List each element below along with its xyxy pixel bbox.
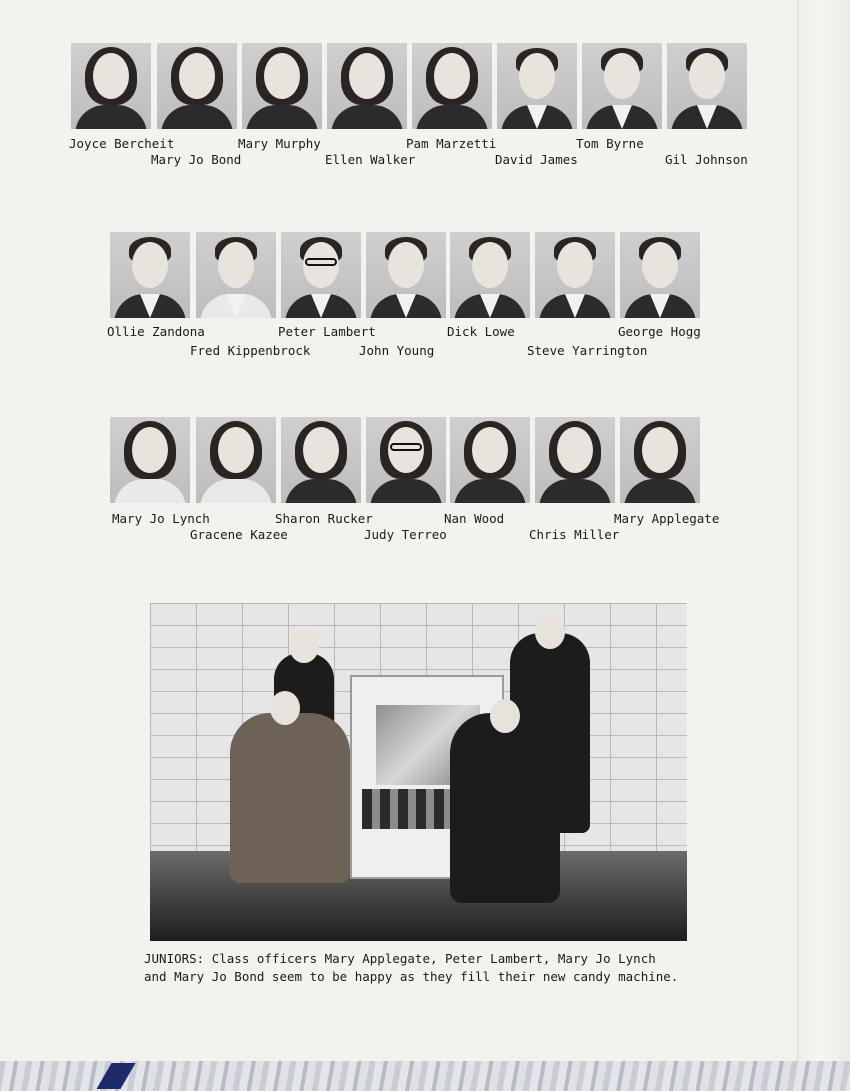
glasses (305, 258, 337, 266)
face (557, 242, 593, 288)
portrait-photo (366, 232, 446, 318)
portrait-photo (196, 232, 276, 318)
student-name: Mary Jo Lynch (112, 511, 210, 526)
face (270, 691, 300, 725)
face (519, 53, 555, 99)
student-name: Gracene Kazee (190, 527, 288, 542)
student-name: Sharon Rucker (275, 511, 373, 526)
face (218, 242, 254, 288)
student-name: Tom Byrne (576, 136, 644, 151)
portrait-photo (71, 43, 151, 129)
shoulders (416, 105, 488, 129)
portrait-photo (620, 417, 700, 503)
shoulders (454, 479, 526, 503)
person-kneeling-girl (450, 713, 560, 903)
shoulders (161, 105, 233, 129)
portrait-photo (242, 43, 322, 129)
shoulders (539, 479, 611, 503)
portrait-photo (327, 43, 407, 129)
portrait-photo (450, 232, 530, 318)
face (132, 427, 168, 473)
portrait-photo (535, 232, 615, 318)
portrait-photo (366, 417, 446, 503)
shoulders (624, 479, 696, 503)
student-name: John Young (359, 343, 435, 358)
shoulders (246, 105, 318, 129)
student-name: Fred Kippenbrock (190, 343, 311, 358)
page-edge (797, 0, 850, 1091)
group-photo-candy-machine (150, 603, 687, 941)
face (434, 53, 470, 99)
shoulders (114, 479, 186, 503)
face (689, 53, 725, 99)
student-name: Mary Jo Bond (151, 152, 242, 167)
caption-line-2: and Mary Jo Bond seem to be happy as they fill their new candy machine. (144, 969, 679, 984)
shoulders (200, 479, 272, 503)
face (472, 427, 508, 473)
portrait-photo (450, 417, 530, 503)
student-name: Steve Yarrington (527, 343, 648, 358)
face (264, 53, 300, 99)
student-name: Peter Lambert (278, 324, 376, 339)
student-name: Dick Lowe (447, 324, 515, 339)
shoulders (331, 105, 403, 129)
photo-caption (144, 950, 704, 986)
face (218, 427, 254, 473)
portrait-photo (110, 417, 190, 503)
portrait-photo (281, 417, 361, 503)
face (490, 699, 520, 733)
face (642, 242, 678, 288)
face (179, 53, 215, 99)
portrait-photo (412, 43, 492, 129)
portrait-photo (582, 43, 662, 129)
portrait-photo (281, 232, 361, 318)
shoulders (370, 479, 442, 503)
portrait-photo (535, 417, 615, 503)
portrait-photo (667, 43, 747, 129)
portrait-photo (157, 43, 237, 129)
face (289, 629, 319, 663)
face (472, 242, 508, 288)
face (93, 53, 129, 99)
face (642, 427, 678, 473)
portrait-photo (110, 232, 190, 318)
face (303, 427, 339, 473)
shoulders (285, 479, 357, 503)
face (388, 242, 424, 288)
student-name: Chris Miller (529, 527, 620, 542)
shoulders (75, 105, 147, 129)
portrait-photo (196, 417, 276, 503)
bottom-binding-strip (0, 1061, 850, 1091)
face (535, 615, 565, 649)
caption-line-1: JUNIORS: Class officers Mary Applegate, Peter Lambert, Mary Jo Lynch (144, 951, 656, 966)
student-name: Nan Wood (444, 511, 505, 526)
student-name: Ellen Walker (325, 152, 416, 167)
student-name: Pam Marzetti (406, 136, 497, 151)
student-name: Ollie Zandona (107, 324, 205, 339)
face (132, 242, 168, 288)
face (349, 53, 385, 99)
student-name: Judy Terreo (364, 527, 447, 542)
person-kneeling-boy (230, 713, 350, 883)
face (557, 427, 593, 473)
student-name: George Hogg (618, 324, 701, 339)
student-name: Gil Johnson (665, 152, 748, 167)
face (604, 53, 640, 99)
student-name: Mary Murphy (238, 136, 321, 151)
student-name: Mary Applegate (614, 511, 720, 526)
portrait-photo (620, 232, 700, 318)
glasses (390, 443, 422, 451)
student-name: Joyce Bercheit (69, 136, 175, 151)
student-name: David James (495, 152, 578, 167)
portrait-photo (497, 43, 577, 129)
